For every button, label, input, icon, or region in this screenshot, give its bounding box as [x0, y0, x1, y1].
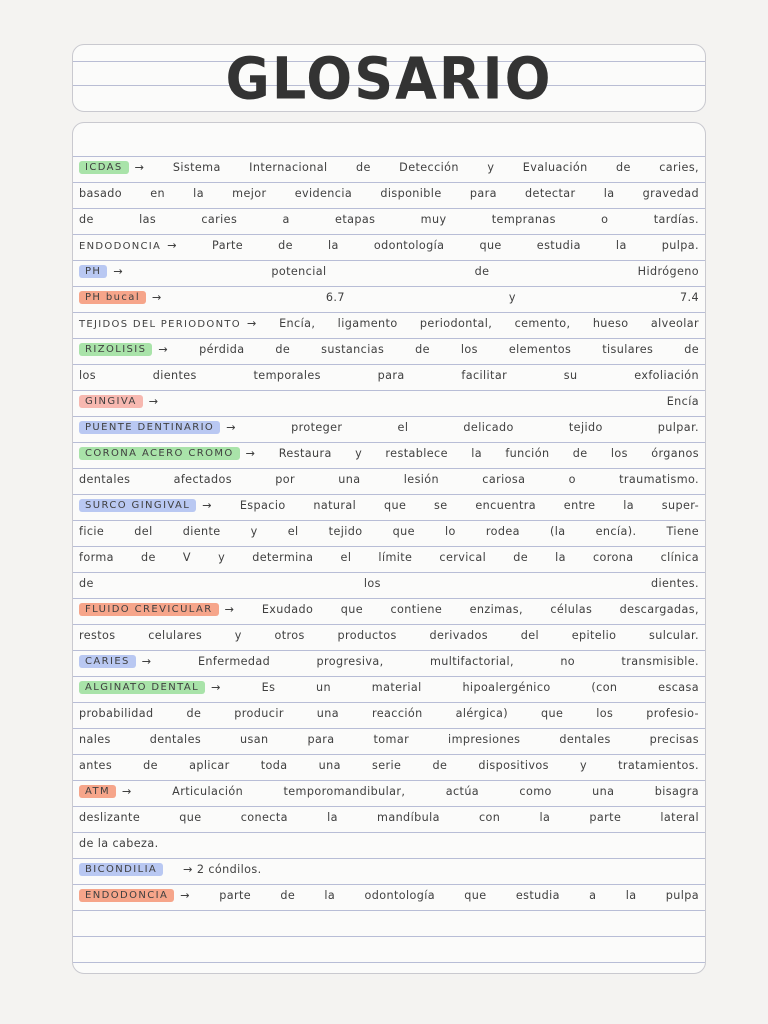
glossary-line — [79, 385, 699, 411]
glossary-line — [79, 489, 699, 515]
glossary-definition: → Sistema Internacional de Detección y Evaluación de caries, — [134, 161, 699, 174]
glossary-term: CORONA ACERO CROMO — [79, 447, 240, 460]
glossary-definition: forma de V y determina el límite cervical de la corona clínica — [79, 551, 699, 564]
glossary-definition: → Articulación temporomandibular, actúa como una bisagra — [122, 785, 699, 798]
glossary-definition: → pérdida de sustancias de los elementos tisulares de — [158, 343, 699, 356]
glossary-term: ENDODONCIA — [79, 889, 174, 902]
glossary-definition: → Encía — [148, 395, 699, 408]
glossary-line — [79, 151, 699, 177]
page-title: GLOSARIO — [225, 44, 553, 112]
glossary-line — [79, 853, 699, 879]
glossary-line — [79, 593, 699, 619]
glossary-term: ENDODONCIA — [79, 241, 162, 252]
glossary-line — [79, 567, 699, 593]
glossary-line — [79, 671, 699, 697]
glossary-term: RIZOLISIS — [79, 343, 152, 356]
glossary-definition: ficie del diente y el tejido que lo rodea (la encía). Tiene — [79, 525, 699, 538]
glossary-definition: → parte de la odontología que estudia a la pulpa — [180, 889, 699, 902]
glossary-definition: → Restaura y restablece la función de los órganos — [245, 447, 699, 460]
glossary-term: CARIES — [79, 655, 136, 668]
glossary-definition: de la cabeza. — [79, 837, 159, 850]
glossary-line — [79, 645, 699, 671]
glossary-line — [79, 775, 699, 801]
glossary-term: BICONDILIA — [79, 863, 163, 876]
glossary-line — [79, 879, 699, 905]
glossary-definition: → Exudado que contiene enzimas, células descargadas, — [224, 603, 699, 616]
glossary-definition: nales dentales usan para tomar impresiones dentales precisas — [79, 733, 699, 746]
glossary-definition: → 6.7 y 7.4 — [152, 291, 699, 304]
glossary-definition: → Parte de la odontología que estudia la pulpa. — [167, 239, 699, 252]
glossary-line — [79, 229, 699, 255]
glossary-definition: dentales afectados por una lesión cariosa o traumatismo. — [79, 473, 699, 486]
glossary-term: PH — [79, 265, 107, 278]
glossary-definition: probabilidad de producir una reacción alérgica) que los profesio- — [79, 707, 699, 720]
glossary-line — [79, 749, 699, 775]
glossary-definition: los dientes temporales para facilitar su exfoliación — [79, 369, 699, 382]
glossary-term: ALGINATO DENTAL — [79, 681, 205, 694]
glossary-definition: → Enfermedad progresiva, multifactorial, no transmisible. — [141, 655, 699, 668]
glossary-term: TEJIDOS DEL PERIODONTO — [79, 319, 241, 330]
glossary-line — [79, 697, 699, 723]
glossary-definition: → Encía, ligamento periodontal, cemento, hueso alveolar — [246, 317, 699, 330]
glossary-definition: de las caries a etapas muy tempranas o tardías. — [79, 213, 699, 226]
glossary-definition: de los dientes. — [79, 577, 699, 590]
glossary-line — [79, 359, 699, 385]
glossary-definition: → proteger el delicado tejido pulpar. — [226, 421, 699, 434]
glossary-line — [79, 307, 699, 333]
glossary-definition: antes de aplicar toda una serie de dispositivos y tratamientos. — [79, 759, 699, 772]
glossary-term: FLUIDO CREVICULAR — [79, 603, 219, 616]
glossary-line — [79, 827, 699, 853]
glossary-definition: basado en la mejor evidencia disponible para detectar la gravedad — [79, 187, 699, 200]
glossary-line — [79, 801, 699, 827]
glossary-line — [79, 723, 699, 749]
glossary-definition: deslizante que conecta la mandíbula con la parte lateral — [79, 811, 699, 824]
glossary-term: ATM — [79, 785, 116, 798]
glossary-term: GINGIVA — [79, 395, 143, 408]
glossary-line — [79, 281, 699, 307]
glossary-term: ICDAS — [79, 161, 129, 174]
glossary-term: SURCO GINGIVAL — [79, 499, 196, 512]
glossary-card — [72, 122, 706, 974]
glossary-line — [79, 203, 699, 229]
glossary-definition: → potencial de Hidrógeno — [113, 265, 699, 278]
glossary-line — [79, 515, 699, 541]
glossary-term: PH bucal — [79, 291, 146, 304]
glossary-definition: restos celulares y otros productos derivados del epitelio sulcular. — [79, 629, 699, 642]
glossary-line — [79, 541, 699, 567]
glossary-line — [79, 463, 699, 489]
glossary-term: PUENTE DENTINARIO — [79, 421, 220, 434]
glossary-line — [79, 437, 699, 463]
glossary-line — [79, 411, 699, 437]
glossary-line — [79, 619, 699, 645]
glossary-definition: → Es un material hipoalergénico (con escasa — [211, 681, 699, 694]
glossary-line — [79, 255, 699, 281]
glossary-line — [79, 177, 699, 203]
glossary-line — [79, 333, 699, 359]
glossary-definition: → 2 cóndilos. — [183, 863, 262, 876]
title-card — [72, 44, 706, 112]
glossary-definition: → Espacio natural que se encuentra entre la super- — [202, 499, 699, 512]
